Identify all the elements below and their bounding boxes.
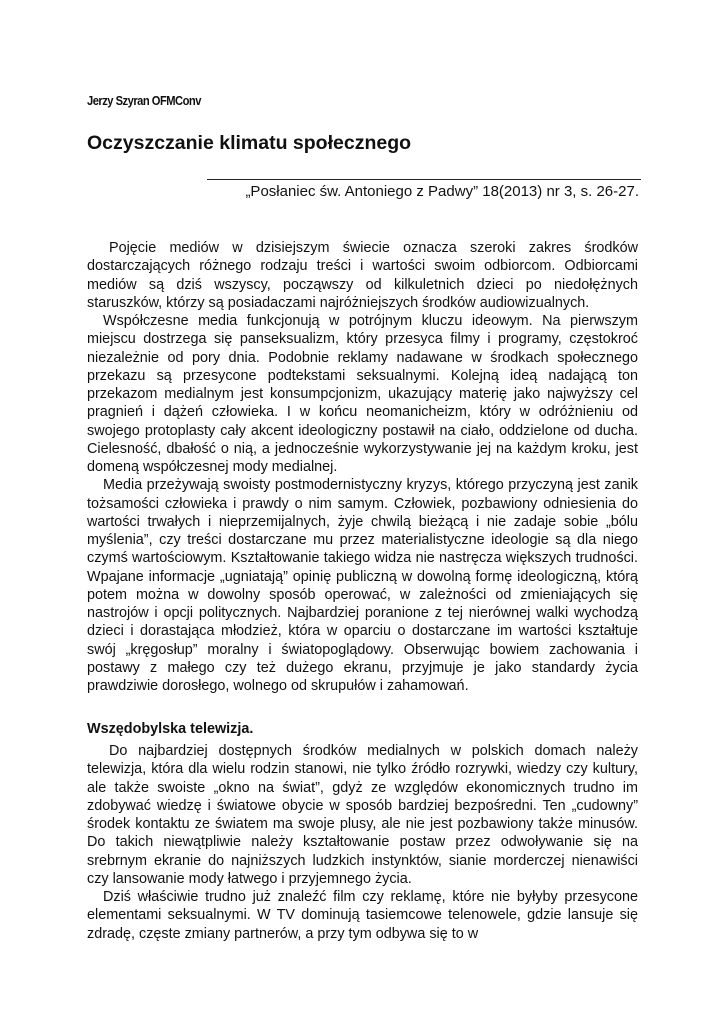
- paragraph: Współczesne media funkcjonują w potrójnym kluczu ideowym. Na pierwszym miejscu dostrzega się panseksualizm, który przesyca filmy i programy, częstokroć niezależnie od pory dnia. Podobnie reklamy nadawane w środkach społecznego przekazu są przesycone podtekstami seksualnymi. Kolejną ideą nadającą ton przekazom medialnym jest konsumpcjonizm, ukazujący materię jako najwyższy cel pragnień i dążeń człowieka. I w końcu neomanicheizm, który w odróżnieniu od swojego protoplasty cały akcent ideologiczny postawił na ciało, oddzielone od ducha. Cielesność, dbałość o nią, a jednocześnie wykorzystywanie jej na każdym kroku, jest domeną współczesnej mody medialnej.: [87, 313, 638, 475]
- article-body: [87, 239, 638, 695]
- author-name: Jerzy Szyran OFMConv: [87, 93, 201, 108]
- paragraph: Do najbardziej dostępnych środków medialnych w polskich domach należy telewizja, która dla wielu rodzin stanowi, nie tylko źródło rozrywki, wiedzy czy kultury, ale także swoiste „okno na świat”, gdyż ze względów ekonomicznych trudno im zdobywać wiedzę i światowe obycie w sposób bardziej bezpośredni. Ten „cudowny” środek kontaktu ze światem ma swoje plusy, ale nie jest pozbawiony także minusów. Do takich niewątpliwie należy kształtowanie postaw przez odwoływanie się na srebrnym ekranie do najniższych ludzkich instynktów, sianie morderczej nienawiści czy lansowanie mody łatwego i przyjemnego życia.: [87, 743, 638, 887]
- section-body: [87, 742, 638, 943]
- paragraph: Pojęcie mediów w dzisiejszym świecie oznacza szeroki zakres środków dostarczających różnego rodzaju treści i wartości swoim odbiorcom. Odbiorcami mediów są dziś wszyscy, począwszy od kilkuletnich dzieci po niedołężnych staruszków, którzy są posiadaczami najróżniejszych środków audiowizualnych.: [87, 240, 638, 311]
- article-title: Oczyszczanie klimatu społecznego: [87, 132, 412, 154]
- section-heading: Wszędobylska telewizja.: [87, 721, 254, 737]
- source-divider: [207, 179, 641, 180]
- paragraph: Media przeżywają swoisty postmodernistyczny kryzys, którego przyczyną jest zanik tożsamości człowieka i prawdy o nim samym. Człowiek, pozbawiony odniesienia do wartości trwałych i nieprzemijalnych, żyje chwilą bieżącą i nie zadaje sobie „bólu myślenia”, czy treści dostarczane mu przez materialistyczne ideologie są dla niego czymś wartościowym. Kształtowanie takiego widza nie nastręcza większych trudności. Wpajane informacje „ugniatają” opinię publiczną w dowolną formę ideologiczną, którą potem można w dowolny sposób operować, w zależności od zmieniających się nastrojów i opcji politycznych. Najbardziej poranione z tej nierównej walki wychodzą dzieci i dorastająca młodzież, która w oparciu o dostarczane im wartości kształtuje swój „kręgosłup” moralny i światopoglądowy. Obserwując bowiem zachowania i postawy z małego czy też dużego ekranu, przyjmuje je jako standardy życia prawdziwie dorosłego, wolnego od skrupułów i zahamowań.: [87, 477, 638, 694]
- source-citation: „Posłaniec św. Antoniego z Padwy” 18(2013) nr 3, s. 26-27.: [245, 183, 639, 200]
- paragraph: Dziś właściwie trudno już znaleźć film czy reklamę, które nie byłyby przesycone elementami seksualnymi. W TV dominują tasiemcowe telenowele, gdzie lansuje się zdradę, częste zmiany partnerów, a przy tym odbywa się to w: [87, 889, 638, 942]
